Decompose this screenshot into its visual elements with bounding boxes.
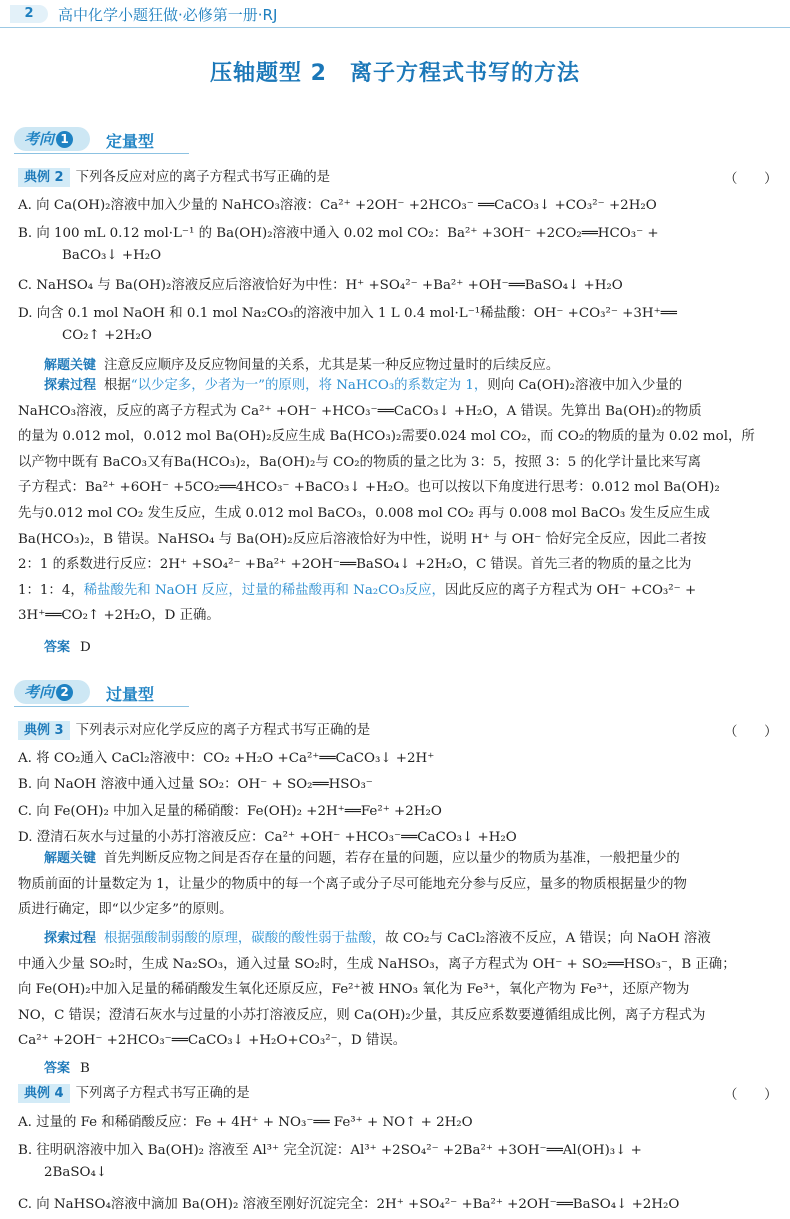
example-2-option-d-line2: CO₂↑ +2H₂O bbox=[62, 328, 152, 343]
example-2-answer bbox=[44, 636, 91, 655]
explore-line: 2：1 的系数进行反应：2H⁺ +SO₄²⁻ +Ba²⁺ +2OH⁻══BaSO₄↓ +2H₂O，C 错误。首先三者的物质的量之比为 bbox=[18, 557, 692, 573]
explore-line bbox=[18, 373, 776, 399]
direction-2-name: 过量型 bbox=[106, 685, 155, 704]
example-3-tag: 典例 3 bbox=[18, 721, 70, 740]
example-2-question: 下列各反应对应的离子方程式书写正确的是 bbox=[75, 170, 330, 185]
explore-line: 先与0.012 mol CO₂ 发生反应，生成 0.012 mol BaCO₃，0.008 mol CO₂ 再与 0.008 mol BaCO₃ 发生反应生成 bbox=[18, 505, 710, 521]
example-3-option-d: D. 澄清石灰水与过量的小苏打溶液反应：Ca²⁺ +OH⁻ +HCO₃⁻══CaCO₃↓ +H₂O bbox=[18, 830, 517, 845]
example-3-option-b: B. 向 NaOH 溶液中通入过量 SO₂：OH⁻ + SO₂══HSO₃⁻ bbox=[18, 777, 373, 792]
direction-2-tag: 考向 bbox=[24, 683, 55, 701]
example-3-explore-label: 探索过程 bbox=[44, 931, 97, 946]
explore-line: 中通入少量 SO₂时，生成 Na₂SO₃，通入过量 SO₂时，生成 NaHSO₃，离子方程式为 OH⁻ + SO₂══HSO₃⁻，B 正确； bbox=[18, 956, 736, 972]
example-4-option-b-line2: 2BaSO₄↓ bbox=[44, 1165, 108, 1180]
key-line bbox=[18, 846, 776, 872]
example-2-tag: 典例 2 bbox=[18, 168, 70, 187]
example-2-option-d-line1: D. 向含 0.1 mol NaOH 和 0.1 mol Na₂CO₃的溶液中加入 1 L 0.4 mol·L⁻¹稀盐酸：OH⁻ +CO₃²⁻ +3H⁺══ bbox=[18, 306, 677, 321]
direction-2-number: 2 bbox=[56, 684, 73, 701]
example-4-option-a: A. 过量的 Fe 和稀硝酸反应：Fe + 4H⁺ + NO₃⁻══ Fe³⁺ + NO↑ + 2H₂O bbox=[18, 1115, 473, 1130]
explore-line bbox=[18, 926, 776, 952]
example-3-answer-value: B bbox=[80, 1061, 90, 1076]
explore-line: 的量为 0.012 mol，0.012 mol Ba(OH)₂反应生成 Ba(HCO₃)₂需要0.024 mol CO₂，而 CO₂的物质的量为 0.02 mol，所 bbox=[18, 429, 755, 445]
explore-line: NaHCO₃溶液，反应的离子方程式为 Ca²⁺ +OH⁻ +HCO₃⁻══CaCO₃↓ +H₂O，A 错误。先算出 Ba(OH)₂的物质 bbox=[18, 403, 702, 419]
example-2-answer-bracket: （ ） bbox=[724, 172, 778, 187]
example-3-key-label: 解题关键 bbox=[44, 851, 97, 866]
example-4-option-b-line1: B. 往明矾溶液中加入 Ba(OH)₂ 溶液至 Al³⁺ 完全沉淀：Al³⁺ +2SO₄²⁻ +2Ba²⁺ +3OH⁻══Al(OH)₃↓ + bbox=[18, 1143, 642, 1158]
example-2-option-c: C. NaHSO₄ 与 Ba(OH)₂溶液反应后溶液恰好为中性：H⁺ +SO₄²⁻ +Ba²⁺ +OH⁻══BaSO₄↓ +H₂O bbox=[18, 278, 623, 293]
explore-line: 3H⁺══CO₂↑ +2H₂O，D 正确。 bbox=[18, 608, 220, 624]
example-4-answer-bracket: （ ） bbox=[724, 1088, 778, 1103]
example-2-explore-label: 探索过程 bbox=[44, 378, 97, 393]
example-2-answer-label: 答案 bbox=[44, 640, 71, 655]
explore-text: 因此反应的离子方程式为 OH⁻ +CO₃²⁻ + bbox=[444, 582, 697, 598]
example-2-answer-value: D bbox=[80, 640, 91, 655]
example-2-key-label: 解题关键 bbox=[44, 358, 97, 373]
explore-line: 向 Fe(OH)₂中加入足量的稀硝酸发生氧化还原反应，Fe²⁺被 HNO₃ 氧化为 Fe³⁺，氧化产物为 Fe³⁺，还原产物为 bbox=[18, 982, 690, 998]
explore-line: Ba(HCO₃)₂，B 错误。NaHSO₄ 与 Ba(OH)₂反应后溶液恰好为中性，说明 H⁺ 与 OH⁻ 恰好完全反应，因此二者按 bbox=[18, 531, 707, 547]
example-4-question-line bbox=[18, 1082, 250, 1103]
direction-1-pill bbox=[14, 127, 90, 151]
key-text: 首先判断反应物之间是否存在量的问题，若存在量的问题，应以量少的物质为基准，一般把量少的 bbox=[104, 851, 680, 866]
example-4-tag: 典例 4 bbox=[18, 1084, 70, 1103]
example-3-option-a: A. 将 CO₂通入 CaCl₂溶液中：CO₂ +H₂O +Ca²⁺══CaCO₃↓ +2H⁺ bbox=[18, 751, 435, 766]
explore-text: 根据 bbox=[104, 378, 131, 393]
explore-text: 则向 Ca(OH)₂溶液中加入少量的 bbox=[487, 378, 683, 393]
explore-line bbox=[18, 578, 776, 604]
example-2-key bbox=[44, 354, 559, 373]
direction-1-tag: 考向 bbox=[24, 130, 55, 148]
example-3-option-c: C. 向 Fe(OH)₂ 中加入足量的稀硝酸：Fe(OH)₂ +2H⁺══Fe²⁺ +2H₂O bbox=[18, 804, 442, 819]
example-2-key-text: 注意反应顺序及反应物间量的关系，尤其是某一种反应物过量时的后续反应。 bbox=[104, 358, 560, 373]
direction-1-name: 定量型 bbox=[106, 132, 155, 151]
example-2-question-line bbox=[18, 166, 330, 187]
example-3-answer-bracket: （ ） bbox=[724, 725, 778, 740]
highlight-text: “以少定多，少者为一”的原则，将 NaHCO₃的系数定为 1， bbox=[130, 378, 488, 393]
key-line: 物质前面的计量数定为 1，让量少的物质中的每一个离子或分子尽可能地充分参与反应，量多的物质根据量少的物 bbox=[18, 876, 687, 892]
page-number: 2 bbox=[10, 5, 48, 23]
example-4-question: 下列离子方程式书写正确的是 bbox=[75, 1086, 250, 1101]
book-title: 高中化学小题狂做·必修第一册·RJ bbox=[58, 6, 278, 24]
example-2-option-b-line2: BaCO₃↓ +H₂O bbox=[62, 248, 162, 263]
example-4-option-c: C. 向 NaHSO₄溶液中滴加 Ba(OH)₂ 溶液至刚好沉淀完全：2H⁺ +SO₄²⁻ +Ba²⁺ +2OH⁻══BaSO₄↓ +2H₂O bbox=[18, 1197, 680, 1212]
example-3-question: 下列表示对应化学反应的离子方程式书写正确的是 bbox=[75, 723, 371, 738]
explore-line: NO，C 错误；澄清石灰水与过量的小苏打溶液反应，则 Ca(OH)₂少量，其反应系数要遵循组成比例，离子方程式为 bbox=[18, 1007, 706, 1023]
direction-2-underline bbox=[14, 706, 189, 707]
example-3-explore bbox=[18, 926, 776, 1054]
example-2-explore bbox=[18, 373, 776, 629]
example-3-key bbox=[18, 846, 776, 923]
example-3-answer-label: 答案 bbox=[44, 1061, 71, 1076]
example-2-option-a: A. 向 Ca(OH)₂溶液中加入少量的 NaHCO₃溶液：Ca²⁺ +2OH⁻ +2HCO₃⁻ ══CaCO₃↓ +CO₃²⁻ +2H₂O bbox=[18, 198, 657, 213]
explore-text: 故 CO₂与 CaCl₂溶液不反应，A 错误；向 NaOH 溶液 bbox=[385, 931, 711, 946]
direction-1-underline bbox=[14, 153, 189, 154]
page-header bbox=[0, 0, 790, 26]
example-3-question-line bbox=[18, 719, 370, 740]
highlight-text: 根据强酸制弱酸的原理，碳酸的酸性弱于盐酸， bbox=[104, 931, 386, 946]
direction-2-pill bbox=[14, 680, 90, 704]
key-line: 质进行确定，即“以少定多”的原则。 bbox=[18, 902, 233, 918]
header-divider bbox=[0, 27, 790, 28]
example-2-option-b-line1: B. 向 100 mL 0.12 mol·L⁻¹ 的 Ba(OH)₂溶液中通入 0.02 mol CO₂：Ba²⁺ +3OH⁻ +2CO₂══HCO₃⁻ + bbox=[18, 226, 659, 241]
explore-line: Ca²⁺ +2OH⁻ +2HCO₃⁻══CaCO₃↓ +H₂O+CO₃²⁻，D 错误。 bbox=[18, 1033, 407, 1049]
explore-text: 1：1：4， bbox=[18, 582, 84, 598]
highlight-text: 稀盐酸先和 NaOH 反应，过量的稀盐酸再和 Na₂CO₃反应， bbox=[83, 582, 445, 598]
explore-line: 以产物中既有 BaCO₃又有Ba(HCO₃)₂，Ba(OH)₂与 CO₂的物质的量之比为 3：5，按照 3：5 的化学计量比来写离 bbox=[18, 454, 702, 470]
page-title: 压轴题型 2 离子方程式书写的方法 bbox=[210, 61, 580, 86]
direction-1-number: 1 bbox=[56, 131, 73, 148]
example-3-answer bbox=[44, 1057, 90, 1076]
explore-line: 子方程式：Ba²⁺ +6OH⁻ +5CO₂══4HCO₃⁻ +BaCO₃↓ +H₂O。也可以按以下角度进行思考：0.012 mol Ba(OH)₂ bbox=[18, 480, 720, 496]
